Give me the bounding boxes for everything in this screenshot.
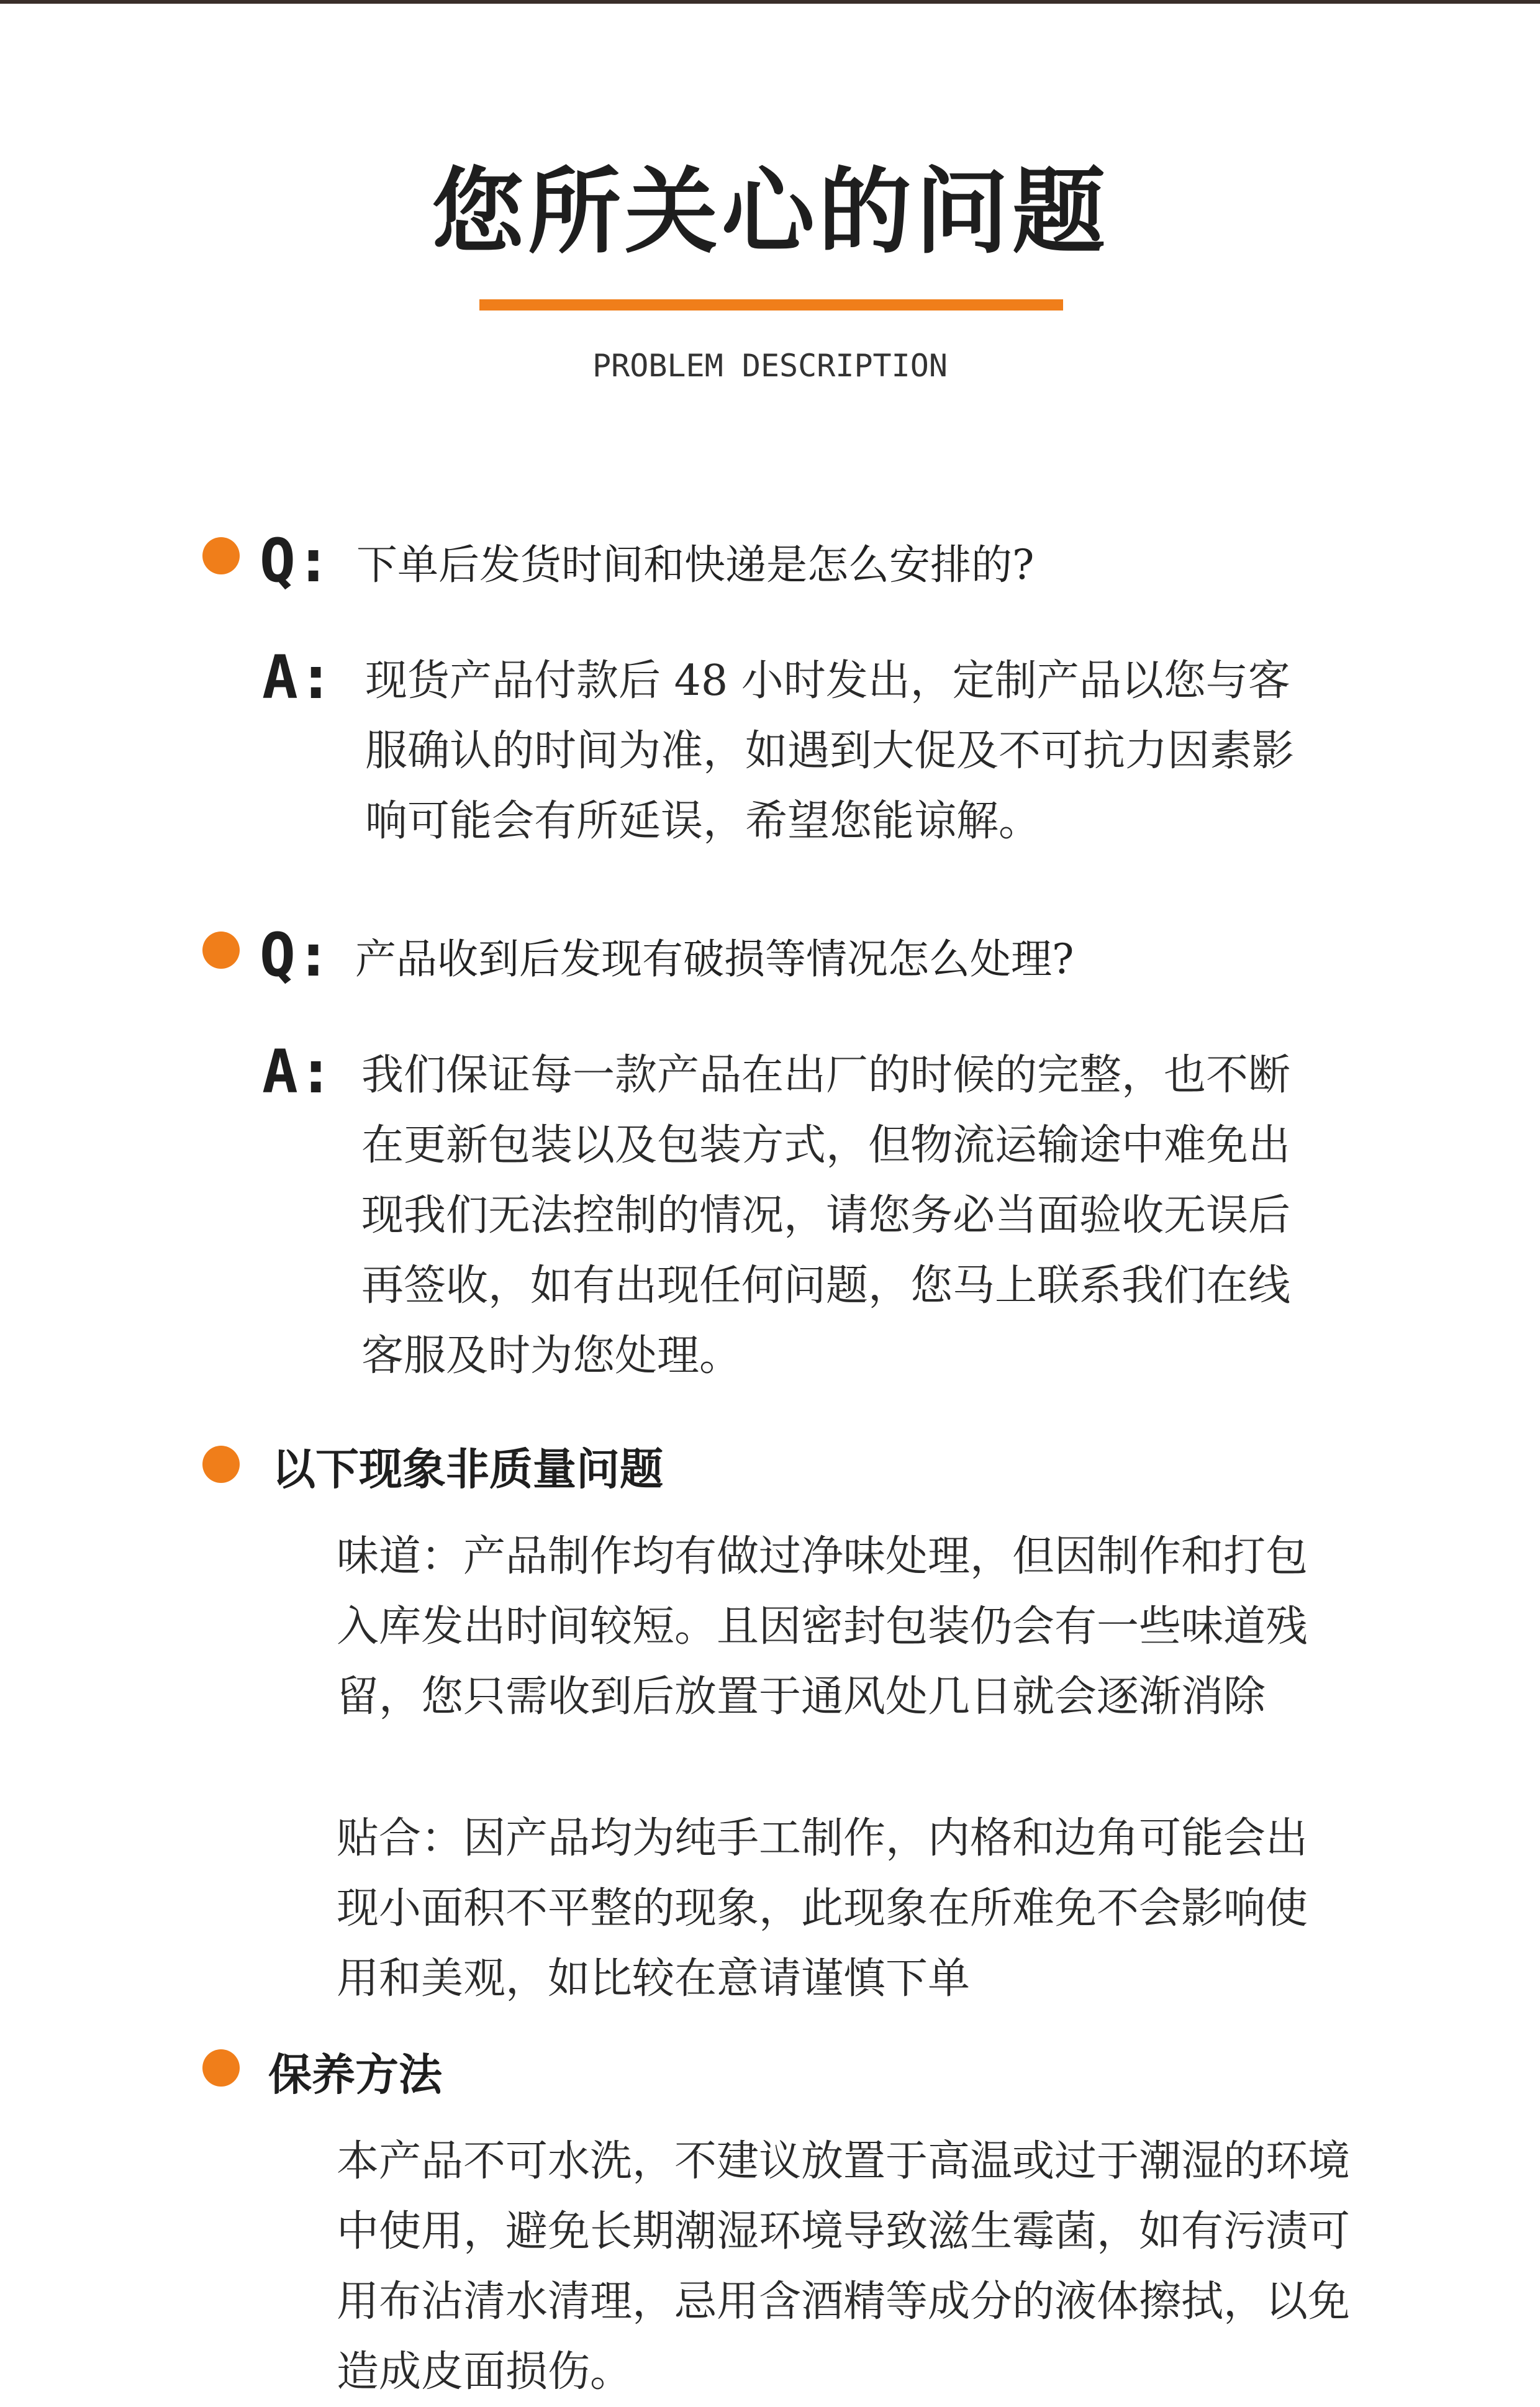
- answer-text: 现货产品付款后 48 小时发出，定制产品以您与客服确认的时间为准，如遇到大促及不可抗力因素影响可能会有所延误，希望您能谅解。: [365, 656, 1295, 846]
- question-text: 产品收到后发现有破损等情况怎么处理?: [355, 935, 1074, 983]
- bullet-dot-icon: [202, 1446, 240, 1483]
- bullet-dot-icon: [202, 537, 240, 574]
- page-subtitle: PROBLEM DESCRIPTION: [592, 348, 948, 384]
- bullet-dot-icon: [202, 932, 240, 969]
- answer-label: A:: [262, 1037, 334, 1107]
- section-paragraph: 本产品不可水洗，不建议放置于高温或过于潮湿的环境中使用，避免长期潮湿环境导致滋生霉菌，如有污渍可用布沾清水清理，忌用含酒精等成分的液体擦拭，以免造成皮面损伤。: [337, 2137, 1351, 2396]
- page-title: 您所关心的问题: [430, 158, 1109, 266]
- answer-label: A:: [262, 643, 334, 712]
- question-label: Q:: [260, 920, 332, 990]
- section-heading: 保养方法: [268, 2049, 442, 2100]
- section-paragraph: 贴合：因产品均为纯手工制作，内格和边角可能会出现小面积不平整的现象，此现象在所难免不会影响使用和美观，如比较在意请谨慎下单: [337, 1814, 1308, 2003]
- title-underline: [479, 299, 1063, 311]
- top-border: [0, 0, 1540, 4]
- bullet-dot-icon: [202, 2049, 240, 2087]
- question-text: 下单后发货时间和快递是怎么安排的?: [356, 541, 1035, 589]
- section-paragraph: 味道：产品制作均有做过净味处理，但因制作和打包入库发出时间较短。且因密封包装仍会有一些味道残留，您只需收到后放置于通风处几日就会逐渐消除: [337, 1532, 1308, 1721]
- question-label: Q:: [260, 526, 332, 596]
- section-heading: 以下现象非质量问题: [272, 1444, 663, 1495]
- answer-text: 我们保证每一款产品在出厂的时候的完整，也不断在更新包装以及包装方式，但物流运输途中难免出现我们无法控制的情况，请您务必当面验收无误后再签收，如有出现任何问题，您马上联系我们在线客服及时为您处理。: [361, 1051, 1291, 1380]
